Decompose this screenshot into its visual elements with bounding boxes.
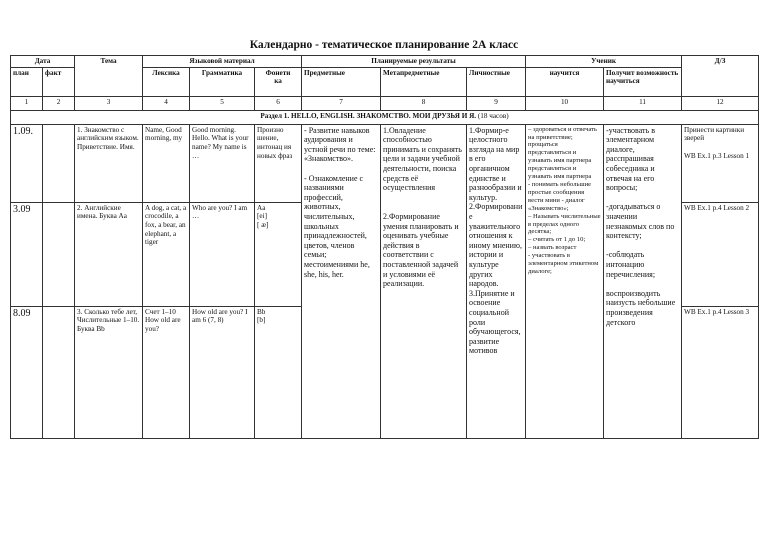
lesson-date-fact bbox=[43, 202, 75, 306]
lesson-homework: Принести картинки зверей WB Ex.1 p.3 Lesson 1 bbox=[682, 124, 759, 202]
header-plan: план bbox=[11, 67, 43, 96]
column-number: 2 bbox=[43, 96, 75, 110]
section-hours: (18 часов) bbox=[477, 111, 509, 120]
column-number: 3 bbox=[75, 96, 143, 110]
document-title: Календарно - тематическое планирование 2А класс bbox=[249, 39, 519, 51]
header-row-1 bbox=[11, 56, 759, 68]
header-metasubject: Метапредметные bbox=[381, 67, 467, 96]
column-number: 1 bbox=[11, 96, 43, 110]
section-title: Раздел 1. HELLO, ENGLISH. ЗНАКОМСТВО. МОИ ДРУЗЬЯ И Я. bbox=[260, 111, 477, 120]
section-row bbox=[11, 110, 759, 124]
column-number: 12 bbox=[682, 96, 759, 110]
lesson-date-plan: 3.09 bbox=[11, 202, 43, 306]
student-will-gain: -участвовать в элементарном диалоге, расспрашивая собеседника и отвечая на его вопросы; -догадываться о значении незнакомых слов по контексту; -соблюдать интонацию перечисления; воспроизводить наизусть небольшие произведения детского bbox=[604, 124, 682, 438]
header-date: Дата bbox=[11, 56, 75, 68]
header-grammar: Грамматика bbox=[190, 67, 255, 96]
header-phonetics: Фонети ка bbox=[255, 67, 302, 96]
header-personal: Личностные bbox=[467, 67, 526, 96]
column-number: 7 bbox=[302, 96, 381, 110]
header-homework: Д/З bbox=[682, 56, 759, 97]
section-title-cell bbox=[11, 110, 759, 124]
column-number: 8 bbox=[381, 96, 467, 110]
column-number: 9 bbox=[467, 96, 526, 110]
student-will-learn: – здороваться и отвечать на приветствие; прощаться представляться и узнавать имя партнера представляться и узнавать имя партнера - понимать небольшие простые сообщения вести мини - диалог «Знакомство»; – Называть числительные в пределах одного десятка; – считать от 1 до 10; – назвать возраст - участвовать в элементарном этикетном диалоге; bbox=[526, 124, 604, 438]
header-language-material: Языковой материал bbox=[143, 56, 302, 68]
lesson-lexis: Name, Good morning, my bbox=[143, 124, 190, 202]
subject-results: - Развитие навыков аудирования и устной речи по теме: «Знакомство». - Ознакомление с названиями профессий, животных, числительных, школьных принадлежностей, цветов, членов семьи; местоимениями he, she, his, her. bbox=[302, 124, 381, 438]
column-number: 11 bbox=[604, 96, 682, 110]
header-will-gain: Получит возможность научиться bbox=[604, 67, 682, 96]
header-topic: Тема bbox=[75, 56, 143, 97]
lesson-lexis: Счет 1–10 How old are you? bbox=[143, 306, 190, 438]
lesson-topic: 2. Английские имена. Буква Aa bbox=[75, 202, 143, 306]
lesson-date-fact bbox=[43, 306, 75, 438]
header-planned-results: Планируемые результаты bbox=[302, 56, 526, 68]
lesson-phonetics: Aa [ei] [ æ] bbox=[255, 202, 302, 306]
header-will-learn: научится bbox=[526, 67, 604, 96]
header-fact: факт bbox=[43, 67, 75, 96]
lesson-date-fact bbox=[43, 124, 75, 202]
column-number: 6 bbox=[255, 96, 302, 110]
lesson-homework: WB Ex.1 p.4 Lesson 3 bbox=[682, 306, 759, 438]
personal-results: 1.Формир-е целостного взгляда на мир в его органичном единстве и разнообразии и культур. 2.Формирование уважительного отношения к иному мнению, истории и культуре других народов. 3.Принятие и освоение социальной роли обучающегося, развитие мотивов bbox=[467, 124, 526, 438]
header-lexis: Лексика bbox=[143, 67, 190, 96]
column-number: 10 bbox=[526, 96, 604, 110]
header-subject: Предметные bbox=[302, 67, 381, 96]
lesson-row-1 bbox=[11, 124, 759, 202]
lesson-lexis: A dog, a cat, a crocodile, a fox, a bear, an elephant, a tiger bbox=[143, 202, 190, 306]
column-number-row bbox=[11, 96, 759, 110]
metasubject-results: 1.Овладение способностью принимать и сохранять цели и задачи учебной деятельности, поиска средств её осуществления 2.Формирование умения планировать и оценивать учебные действия в соответствии с поставленной задачей и условиями её реализации. bbox=[381, 124, 467, 438]
lesson-grammar: How old are you? I am 6 (7, 8) bbox=[190, 306, 255, 438]
column-number: 5 bbox=[190, 96, 255, 110]
column-number: 4 bbox=[143, 96, 190, 110]
lesson-phonetics: Bb [b] bbox=[255, 306, 302, 438]
lesson-topic: 3. Сколько тебе лет, Числительные 1–10. Буква Bb bbox=[75, 306, 143, 438]
lesson-topic: 1. Знакомство с английским языком. Приветствие. Имя. bbox=[75, 124, 143, 202]
lesson-phonetics: Произно шение, интонац ия новых фраз bbox=[255, 124, 302, 202]
lesson-grammar: Good morning. Hello. What is your name? My name is … bbox=[190, 124, 255, 202]
lesson-homework: WB Ex.1 p.4 Lesson 2 bbox=[682, 202, 759, 306]
planning-table bbox=[10, 55, 759, 439]
lesson-date-plan: 8.09 bbox=[11, 306, 43, 438]
header-student: Ученик bbox=[526, 56, 682, 68]
lesson-grammar: Who are you? I am … bbox=[190, 202, 255, 306]
lesson-date-plan: 1.09. bbox=[11, 124, 43, 202]
